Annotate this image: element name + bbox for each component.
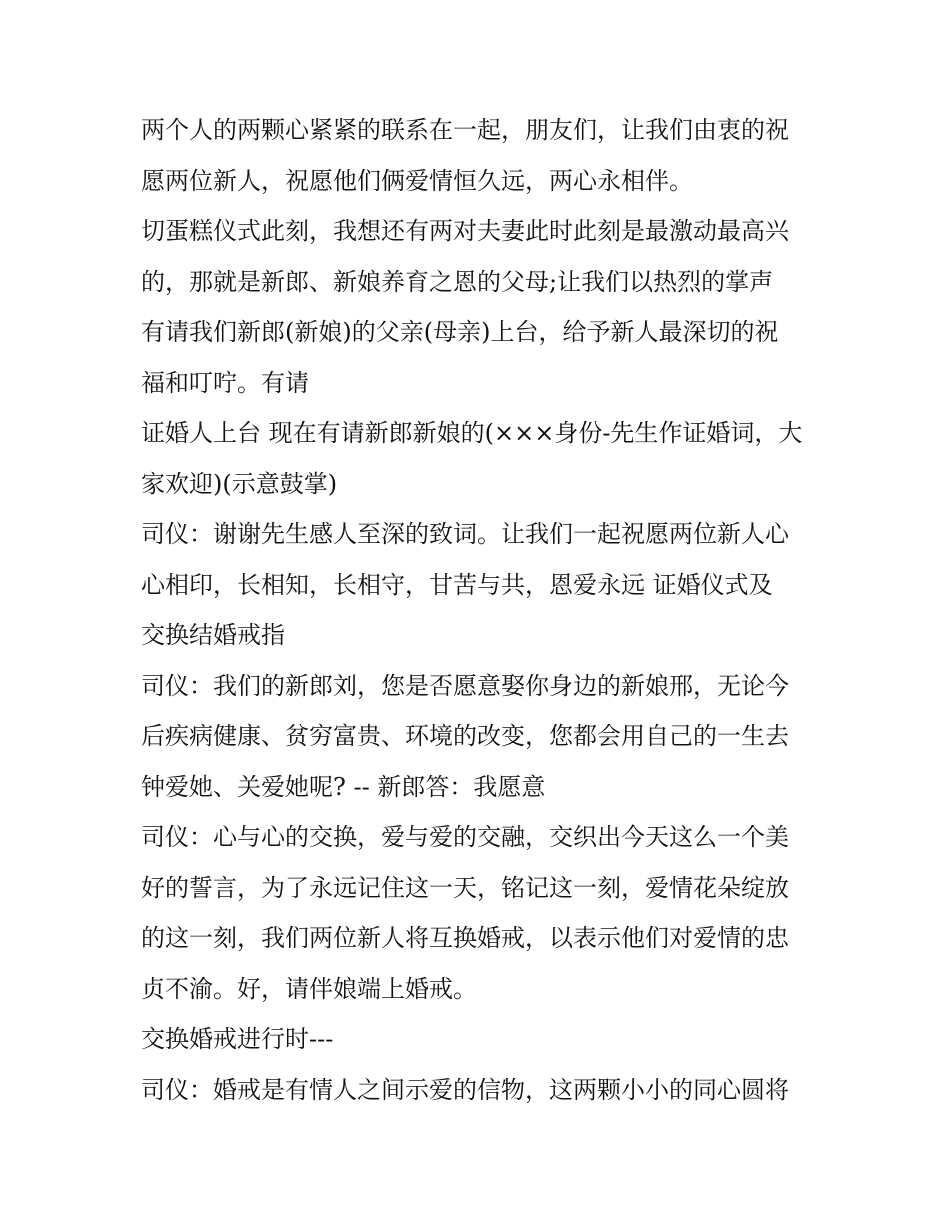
text-line: 后疾病健康、贫穷富贵、环境的改变，您都会用自己的一生去 bbox=[141, 722, 789, 750]
text-line: 心相印，长相知，长相守，甘苦与共，恩爱永远 证婚仪式及 bbox=[141, 570, 773, 599]
text-line: 司仪：心与心的交换，爱与爱的交融，交织出今天这么一个美 bbox=[141, 823, 789, 851]
text-line: 好的誓言，为了永远记住这一天，铭记这一刻，爱情花朵绽放 bbox=[141, 873, 789, 902]
text-line: 愿两位新人，祝愿他们俩爱情恒久远，两心永相伴。 bbox=[141, 166, 693, 195]
text-line: 交换结婚戒指 bbox=[141, 621, 285, 649]
text-line: 司仪：婚戒是有情人之间示爱的信物，这两颗小小的同心圆将 bbox=[141, 1075, 789, 1104]
text-line: 证婚人上台 现在有请新郎新娘的(×××身份-先生作证婚词，大 bbox=[141, 419, 803, 447]
text-line: 有请我们新郎(新娘)的父亲(母亲)上台，给予新人最深切的祝 bbox=[141, 318, 779, 346]
text-line: 家欢迎)(示意鼓掌) bbox=[141, 469, 338, 498]
text-line: 切蛋糕仪式此刻，我想还有两对夫妻此时此刻是最激动最高兴 bbox=[141, 217, 789, 245]
text-line: 司仪：谢谢先生感人至深的致词。让我们一起祝愿两位新人心 bbox=[141, 520, 789, 548]
text-line: 福和叮咛。有请 bbox=[141, 368, 309, 397]
text-line: 交换婚戒进行时--- bbox=[141, 1025, 334, 1053]
text-line: 两个人的两颗心紧紧的联系在一起，朋友们，让我们由衷的祝 bbox=[141, 116, 789, 144]
text-line: 的，那就是新郎、新娘养育之恩的父母;让我们以热烈的掌声 bbox=[141, 267, 774, 296]
text-line: 司仪：我们的新郎刘，您是否愿意娶你身边的新娘邢，无论今 bbox=[141, 671, 789, 700]
document-body bbox=[141, 105, 821, 1115]
text-line: 贞不渝。好，请伴娘端上婚戒。 bbox=[141, 974, 477, 1003]
text-line: 钟爱她、关爱她呢? -- 新郎答：我愿意 bbox=[141, 772, 546, 801]
text-line: 的这一刻，我们两位新人将互换婚戒，以表示他们对爱情的忠 bbox=[141, 924, 789, 952]
